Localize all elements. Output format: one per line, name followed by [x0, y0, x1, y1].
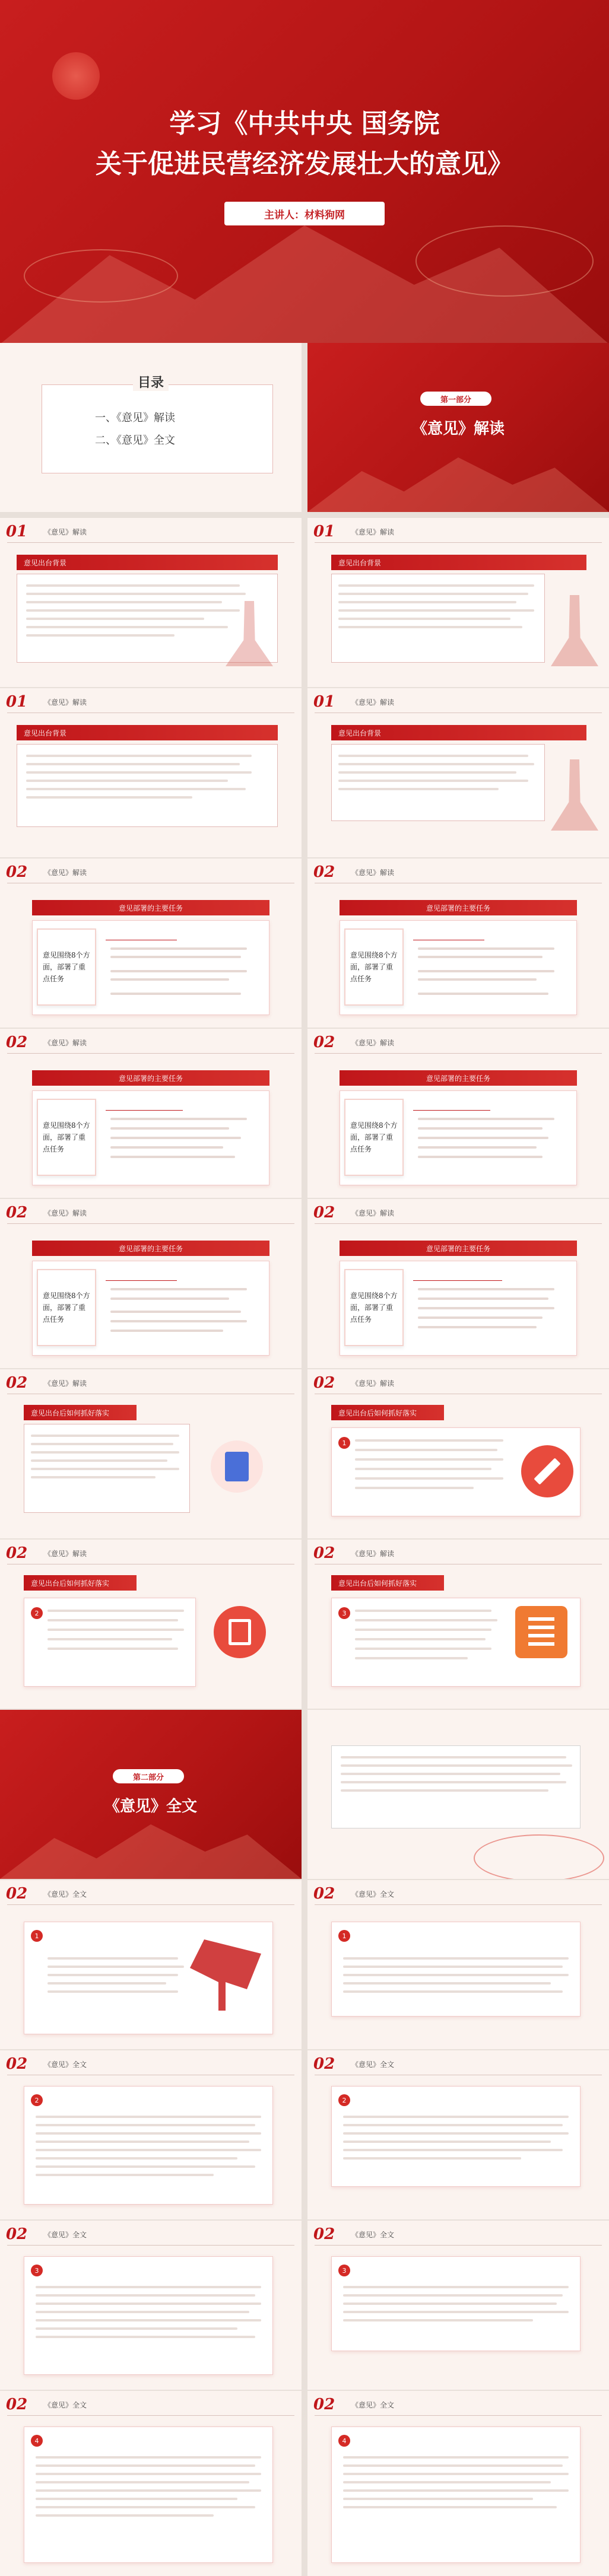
- slide-title-bar: 意见出台后如何抓好落实: [331, 1405, 444, 1420]
- cover-title-line1: 学习《中共中央 国务院: [169, 109, 440, 139]
- section-number: 01: [6, 523, 28, 540]
- slide-title-bar: 意见部署的主要任务: [340, 900, 577, 915]
- content-card: [24, 2086, 273, 2205]
- document-icon: [211, 1440, 263, 1493]
- section-label: 《意见》解读: [44, 1549, 87, 1558]
- section-label: 《意见》解读: [44, 1209, 87, 1217]
- tasks-slide-2: [307, 858, 609, 1028]
- content-card: [24, 2256, 273, 2375]
- summary-tile: 意见围绕8个方面，部署了重点任务: [37, 1269, 96, 1346]
- section-number: 02: [313, 863, 335, 881]
- section-label: 《意见》全文: [351, 2060, 395, 2069]
- slide-title-bar: 意见部署的主要任务: [340, 1241, 577, 1256]
- section-label: 《意见》解读: [44, 1038, 87, 1047]
- part2-title: 《意见》全文: [104, 1798, 197, 1815]
- section-label: 《意见》全文: [351, 1890, 395, 1898]
- section-label: 《意见》全文: [44, 2400, 87, 2409]
- summary-tile: 意见围绕8个方面，部署了重点任务: [344, 1269, 404, 1346]
- slide-title-bar: 意见部署的主要任务: [32, 1070, 269, 1086]
- section-label: 《意见》解读: [351, 1038, 395, 1047]
- mountain-decoration: [307, 444, 609, 512]
- sun-decoration: [52, 52, 100, 100]
- section-number: 02: [313, 2396, 335, 2413]
- toc-frame: [42, 384, 273, 473]
- fulltext-slide-6: 02 《意见》全文 3: [0, 2221, 302, 2390]
- toc-slide: [0, 343, 302, 512]
- fulltext-slide-2: 02 《意见》全文 1: [0, 1880, 302, 2049]
- summary-tile: 意见围绕8个方面，部署了重点任务: [344, 1099, 404, 1176]
- section-number: 02: [313, 2225, 335, 2243]
- section-label: 《意见》解读: [351, 527, 395, 536]
- section-label: 《意见》解读: [44, 868, 87, 877]
- book-icon: [214, 1606, 266, 1658]
- section-number: 01: [6, 693, 28, 711]
- slide-title-bar: 意见出台背景: [331, 555, 586, 570]
- content-card: [331, 2086, 581, 2187]
- content-card: [24, 2426, 273, 2563]
- part1-slide: [307, 343, 609, 512]
- section-label: 《意见》全文: [351, 2400, 395, 2409]
- section-number: 02: [313, 1374, 335, 1392]
- fulltext-slide-9: 02 《意见》全文 4: [307, 2391, 609, 2576]
- toc-item-1[interactable]: 一、《意见》解读: [95, 412, 175, 424]
- summary-tile: 意见围绕8个方面，部署了重点任务: [344, 928, 404, 1006]
- background-slide-2: [307, 518, 609, 687]
- cover-slide: [0, 0, 609, 343]
- section-number: 02: [313, 1204, 335, 1222]
- tasks-slide-5: [0, 1199, 302, 1368]
- tasks-slide-6: [307, 1199, 609, 1368]
- section-number: 02: [6, 2055, 28, 2073]
- section-label: 《意见》解读: [44, 527, 87, 536]
- slide-title-bar: 意见出台后如何抓好落实: [24, 1405, 137, 1420]
- section-label: 《意见》解读: [44, 698, 87, 707]
- section-number: 01: [313, 523, 335, 540]
- effect-slide-4: [307, 1540, 609, 1709]
- part1-title: 《意见》解读: [411, 420, 505, 438]
- section-number: 02: [313, 1544, 335, 1562]
- mountain-decoration: [0, 1811, 302, 1879]
- section-label: 《意见》全文: [44, 1890, 87, 1898]
- effect-slide-1: [0, 1369, 302, 1538]
- section-number: 02: [6, 863, 28, 881]
- cover-title-line2: 关于促进民营经济发展壮大的意见》: [96, 149, 513, 179]
- cloud-decoration: [24, 249, 178, 303]
- fulltext-slide-3: 02 《意见》全文 1: [307, 1880, 609, 2049]
- section-number: 02: [6, 1374, 28, 1392]
- section-number: 02: [6, 2225, 28, 2243]
- slide-title-bar: 意见出台后如何抓好落实: [331, 1575, 444, 1591]
- section-label: 《意见》解读: [351, 1549, 395, 1558]
- speaker-label: 主讲人：材料狗网: [224, 202, 385, 225]
- toc-item-2[interactable]: 二、《意见》全文: [95, 434, 175, 447]
- summary-tile: 意见围绕8个方面，部署了重点任务: [37, 928, 96, 1006]
- tasks-slide-4: [307, 1029, 609, 1198]
- number-badge: 1: [338, 1437, 350, 1449]
- effect-slide-3: [0, 1540, 302, 1709]
- background-slide-4: [307, 688, 609, 857]
- fulltext-slide-1: [307, 1710, 609, 1879]
- slide-title-bar: 意见部署的主要任务: [32, 900, 269, 915]
- section-number: 02: [6, 1033, 28, 1051]
- number-badge: 2: [31, 1607, 43, 1619]
- part2-badge: 第二部分: [113, 1769, 184, 1783]
- summary-tile: 意见围绕8个方面，部署了重点任务: [37, 1099, 96, 1176]
- toc-heading: 目录: [133, 373, 169, 391]
- section-label: 《意见》全文: [351, 2230, 395, 2239]
- slide-title-bar: 意见部署的主要任务: [340, 1070, 577, 1086]
- section-number: 01: [313, 693, 335, 711]
- section-label: 《意见》解读: [351, 1209, 395, 1217]
- cloud-decoration: [474, 1834, 604, 1879]
- fulltext-slide-8: 02 《意见》全文 4: [0, 2391, 302, 2576]
- section-number: 02: [313, 1033, 335, 1051]
- slide-title-bar: 意见出台背景: [17, 555, 278, 570]
- part2-slide: [0, 1710, 302, 1879]
- section-label: 《意见》解读: [351, 698, 395, 707]
- slide-title-bar: 意见部署的主要任务: [32, 1241, 269, 1256]
- section-number: 02: [6, 1204, 28, 1222]
- section-label: 《意见》解读: [351, 1379, 395, 1388]
- section-number: 02: [6, 1544, 28, 1562]
- content-card: [331, 1922, 581, 2017]
- slide-title-bar: 意见出台背景: [331, 725, 586, 740]
- monument-decoration: [551, 595, 598, 666]
- section-label: 《意见》解读: [44, 1379, 87, 1388]
- part1-badge: 第一部分: [420, 392, 491, 406]
- number-badge: 3: [338, 1607, 350, 1619]
- section-number: 02: [6, 2396, 28, 2413]
- slide-title-bar: 意见出台后如何抓好落实: [24, 1575, 137, 1591]
- section-label: 《意见》全文: [44, 2230, 87, 2239]
- list-icon: [515, 1606, 567, 1658]
- effect-slide-2: [307, 1369, 609, 1538]
- section-number: 02: [313, 1885, 335, 1903]
- cloud-decoration: [415, 225, 594, 297]
- tasks-slide-1: [0, 858, 302, 1028]
- section-label: 《意见》全文: [44, 2060, 87, 2069]
- background-slide-1: [0, 518, 302, 687]
- background-slide-3: [0, 688, 302, 857]
- fulltext-slide-4: 02 《意见》全文 2: [0, 2050, 302, 2219]
- content-card: [331, 2426, 581, 2563]
- monument-decoration: [551, 759, 598, 831]
- section-number: 02: [6, 1885, 28, 1903]
- pen-icon: [521, 1445, 573, 1497]
- section-label: 《意见》解读: [351, 868, 395, 877]
- subheading-line: [106, 934, 177, 940]
- fulltext-slide-5: 02 《意见》全文 2: [307, 2050, 609, 2219]
- section-number: 02: [313, 2055, 335, 2073]
- slide-title-bar: 意见出台背景: [17, 725, 278, 740]
- tasks-slide-3: [0, 1029, 302, 1198]
- fulltext-slide-7: 02 《意见》全文 3: [307, 2221, 609, 2390]
